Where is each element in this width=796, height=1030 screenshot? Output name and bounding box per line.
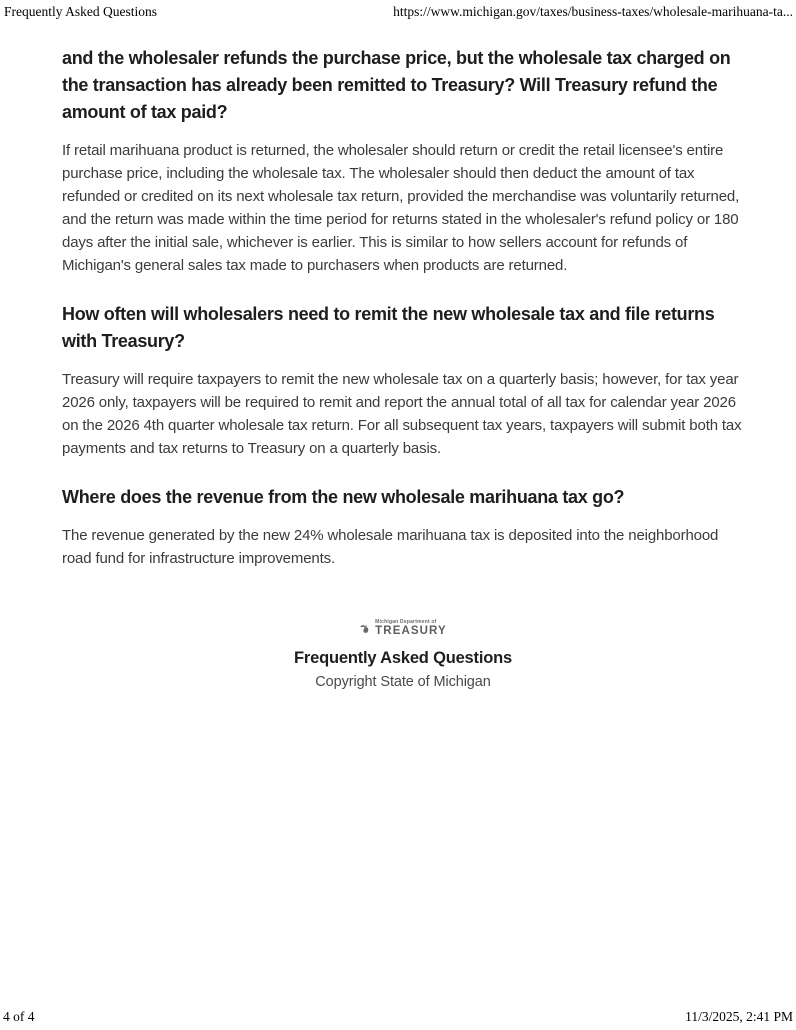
faq-section-revenue-destination <box>62 484 744 570</box>
print-footer-page-number: 4 of 4 <box>3 1009 35 1024</box>
faq-question-revenue-destination: Where does the revenue from the new wholesale marihuana tax go? <box>62 487 625 507</box>
logo-department-label: Michigan Department of <box>375 619 437 625</box>
faq-question-remittance-frequency: How often will wholesalers need to remit the new wholesale tax and file returns with Treasury? <box>62 304 715 351</box>
faq-section-refund <box>62 45 744 277</box>
treasury-logo <box>359 620 447 638</box>
print-footer-timestamp: 11/3/2025, 2:41 PM <box>685 1009 793 1024</box>
faq-answer-remittance-frequency: Treasury will require taxpayers to remit the new wholesale tax on a quarterly basis; however, for tax year 2026 only, taxpayers will be required to remit and report the annual total of all tax for calendar year 2026 on the 2026 4th quarter wholesale tax return. For all subsequent tax years, taxpayers will submit both tax payments and tax returns to Treasury on a quarterly basis. <box>62 371 742 457</box>
faq-section-remittance-frequency <box>62 301 744 460</box>
print-header-url: https://www.michigan.gov/taxes/business-taxes/wholesale-marihuana-ta... <box>393 4 793 19</box>
michigan-state-outline-icon <box>359 622 372 635</box>
print-header-title: Frequently Asked Questions <box>4 4 157 19</box>
copyright-notice: Copyright State of Michigan <box>315 674 491 691</box>
document-content <box>62 45 744 690</box>
document-footer <box>62 620 744 690</box>
treasury-logo-text <box>375 620 447 638</box>
faq-answer-refund: If retail marihuana product is returned, the wholesaler should return or credit the retail licensee's entire purchase price, including the wholesale tax. The wholesaler should then deduct the amount of tax refunded or credited on its next wholesale tax return, provided the merchandise was voluntarily returned, and the return was made within the time period for returns stated in the wholesaler's refund policy or 180 days after the initial sale, whichever is earlier. This is similar to how sellers account for refunds of Michigan's general sales tax made to purchasers when products are returned. <box>62 142 740 274</box>
document-footer-title: Frequently Asked Questions <box>294 649 512 668</box>
logo-treasury-label: TREASURY <box>375 625 447 637</box>
faq-question-refund: and the wholesaler refunds the purchase price, but the wholesale tax charged on the transaction has already been remitted to Treasury? Will Treasury refund the amount of tax paid? <box>62 48 731 122</box>
faq-answer-revenue-destination: The revenue generated by the new 24% wholesale marihuana tax is deposited into the neighborhood road fund for infrastructure improvements. <box>62 527 719 567</box>
